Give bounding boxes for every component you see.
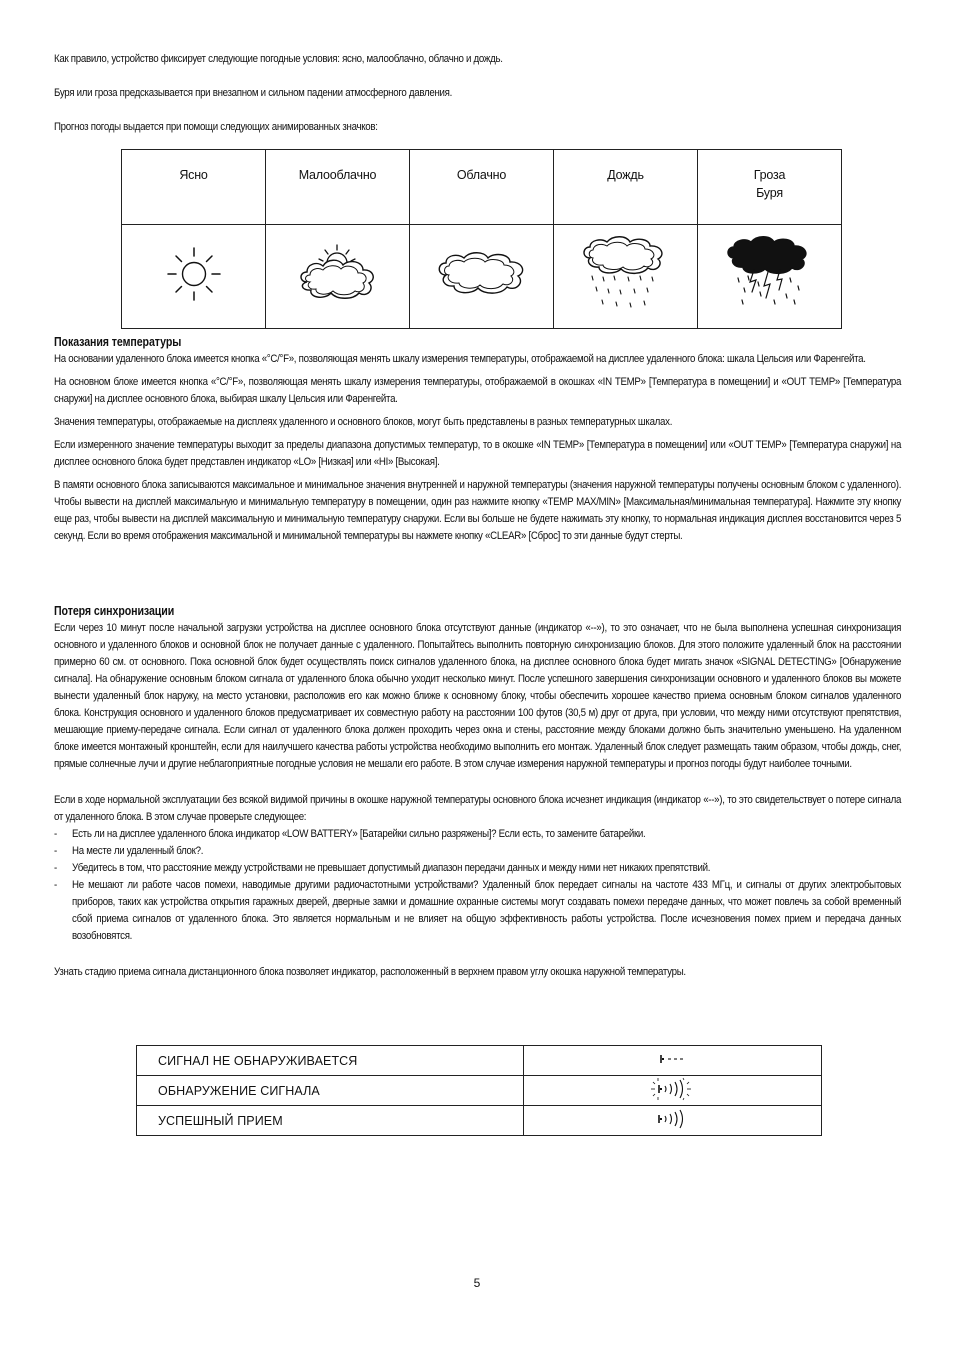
signal-state-label: УСПЕШНЫЙ ПРИЕМ [137,1106,524,1136]
signal-state-label: СИГНАЛ НЕ ОБНАРУЖИВАЕТСЯ [137,1046,524,1076]
header-clear: Ясно [122,150,266,225]
sun-icon [164,244,224,304]
temperature-heading: Показания температуры [54,334,182,349]
temp-paragraph-2: На основном блоке имеется кнопка «°С/°F», позволяющая менять шкалу измерения температуры, отображаемой в окошках «IN TEMP» [Температура в помещении] и «OUT TEMP» [Температура снаружи] на дисплее основного блока, выбирая шкалу Цельсия или Фаренгейта. [54,376,902,405]
sync-paragraph-3: Узнать стадию приема сигнала дистанционного блока позволяет индикатор, расположенный в верхнем правом углу окошка наружной температуры. [54,966,686,978]
sync-heading: Потеря синхронизации [54,603,175,618]
temp-paragraph-1: На основании удаленного блока имеется кнопка «°С/°F», позволяющая менять шкалу измерения температуры, отображаемой на дисплее удаленного блока: шкала Цельсия или Фаренгейта. [54,353,866,365]
temp-paragraph-5: В памяти основного блока записываются максимальное и минимальное значения внутренней и наружной температуры (значения наружной температуры получены основным блоком с удаленного). Чтобы вывести на дисплей максимальную и минимальную температуру в помещении, один раз нажмите кнопку «TEMP MAX/MIN» [Максимальная/минимальная температура]. Нажмите эту кнопку еще раз, чтобы вывести на дисплей максимальную и минимальную температуру снаружи. Если вы больше не будете нажимать эту кнопку, то нормальная индикация дисплея восстановится через 5 секунд. Если во время отображения максимальной и минимальной температуры вы нажмете кнопку «CLEAR» [Сброс] то эти данные будут стерты. [54,479,902,542]
cloudy-icon [432,249,532,299]
signal-status-table [136,1045,822,1136]
intro-line-2: Буря или гроза предсказывается при внезапном и сильном падении атмосферного давления. [54,87,453,99]
list-item: - Не мешают ли работе часов помехи, наводимые другими радиочастотными устройствами? Удаленный блок передает сигналы на частоте 433 МГц, и сигналы от других электробытовых приборов, таких как устройства открытия гаражных дверей, дверные замки и домашние охранные системы могут создавать помехи передаче данных, что может повлечь за собой временный сбой приема сигналов от удаленного блока. Это является нормальным и не влияет на общую эффективность работы устройства. После исчезновения помех прием и передача данных возобновятся. [54,877,901,945]
header-rain: Дождь [554,150,698,225]
temp-paragraph-4: Если измеренного значение температуры выходит за пределы диапазона допустимых температур, то в окошке «IN TEMP» [Температура в помещении] или «OUT TEMP» [Температура снаружи] на дисплее основного блока будет представлен индикатор «LO» [Низкая] или «HI» [Высокая]. [54,439,902,468]
storm-icon [722,234,818,314]
sync-section [54,602,901,987]
intro-line-1: Как правило, устройство фиксирует следующие погодные условия: ясно, малооблачно, облачно и дождь. [54,53,503,65]
partly-cloudy-icon [293,242,383,306]
header-partly-cloudy: Малооблачно [266,150,410,225]
list-item: - На месте ли удаленный блок?. [54,843,901,860]
sync-paragraph-2: Если в ходе нормальной эксплуатации без всякой видимой причины в окошке наружной температуры основного блока исчезнет индикация (индикатор «--»), то это свидетельствует о потере сигнала от удаленного блока. В этом случае проверьте следующее: [54,794,902,823]
table-row [137,1076,822,1106]
list-item: - Есть ли на дисплее удаленного блока индикатор «LOW BATTERY» [Батарейки сильно разряжены]? Если есть, то замените батарейки. [54,826,901,843]
weather-table-icon-row [122,225,842,329]
header-cloudy: Облачно [410,150,554,225]
signal-detecting-icon [649,1077,697,1101]
header-storm: Гроза Буря [698,150,842,225]
signal-received-icon [656,1109,690,1129]
page-number: 5 [473,1276,481,1290]
signal-none-icon [658,1052,688,1066]
temperature-section [54,333,901,551]
signal-state-label: ОБНАРУЖЕНИЕ СИГНАЛА [137,1076,524,1106]
table-row [137,1046,822,1076]
list-item: - Убедитесь в том, что расстояние между устройствами не превышает допустимый диапазон передачи данных и между ними нет никаких препятствий. [54,860,901,877]
table-row [137,1106,822,1136]
temp-paragraph-3: Значения температуры, отображаемые на дисплеях удаленного и основного блоков, могут быть представлены в разных температурных шкалах. [54,416,673,428]
sync-paragraph-1: Если через 10 минут после начальной загрузки устройства на дисплее основного блока отсутствуют данные (индикатор «--»), то это означает, что не была выполнена успешная синхронизация основного и удаленного блоков и основной блок не получает данные с удаленного. Попытайтесь выполнить повторную синхронизацию блоков. Для этого положите удаленный блок на расстоянии примерно 60 см. от основного. Пока основной блок будет осуществлять поиск сигналов удаленного блока, на дисплее основного блока будет мигать значок «SIGNAL DETECTING» [Обнаружение сигнала]. На обнаружение основным блоком сигнала от удаленного блока обычно уходит несколько минут. После успешного завершения синхронизации основного и удаленного блоков вы можете вынести удаленный блок наружу, на место установки, расположив его как можно ближе к основному блоку, чтобы обеспечить хорошее качество приема основным блоком сигналов удаленного блока. Конструкция основного и удаленного блоков предусматривает их совместную работу на расстоянии 100 футов (30,5 м) друг от друга, при условии, что между ними отсутствуют препятствия, мешающие приему-передаче сигнала. Если сигнал от удаленного блока должен проходить через окна и стены, расстояние между блоками должно быть значительно уменьшено. На удаленном блоке имеется монтажный кронштейн, если для наилучшего качества работы устройства необходимо выполнить его монтаж. Удаленный блок следует размещать таким образом, чтобы дождь, снег, прямые солнечные лучи и другие неблагоприятные погодные условия не мешали его работе. В этом случае измерения наружной температуры и прогноз погоды будут наиболее точными. [54,622,902,770]
rain-icon [578,234,674,314]
sync-checklist [54,826,901,945]
weather-table-header-row [122,150,842,225]
intro-line-3: Прогноз погоды выдается при помощи следующих анимированных значков: [54,121,378,133]
weather-icons-table [121,149,842,329]
